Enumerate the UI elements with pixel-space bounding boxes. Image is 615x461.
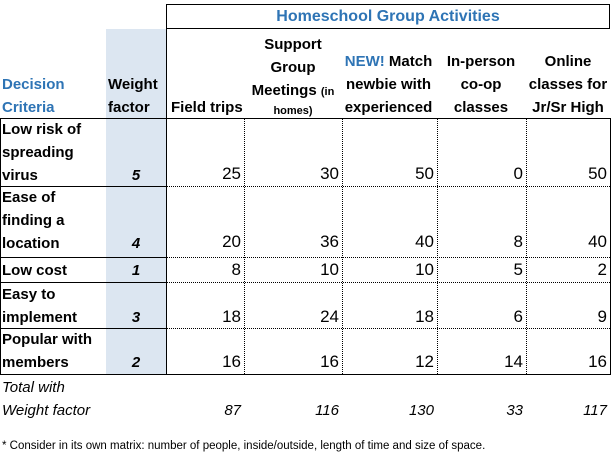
row1-criteria-line1: Low risk of [2, 121, 82, 138]
footnote: * Consider in its own matrix: number of people, inside/outside, length of time and size of space. [2, 440, 486, 452]
row1-criteria-line2: spreading [2, 144, 74, 161]
header-support-line3 [244, 79, 342, 104]
row3-weight: 1 [131, 262, 141, 279]
row5-support: 16 [320, 352, 339, 371]
row2-weight: 4 [131, 235, 141, 252]
row3-criteria [2, 259, 106, 282]
row5-criteria [2, 328, 106, 374]
total-support: 116 [315, 402, 339, 419]
row2-online: 40 [588, 232, 607, 251]
header-support-line1: Support [264, 36, 322, 53]
grid-line [0, 118, 1, 374]
header-field-trips: Field trips [171, 99, 243, 116]
grid-line [0, 186, 166, 187]
row2-criteria-line2: finding a [2, 212, 65, 229]
header-online [526, 50, 610, 119]
row4-weight: 3 [131, 309, 141, 326]
row4-field-trips: 18 [222, 307, 241, 326]
row2-match: 40 [415, 232, 434, 251]
grid-line [166, 29, 167, 374]
grid-line [342, 118, 343, 374]
header-coop-line2: co-op [460, 76, 502, 93]
header-match-word: Match [384, 53, 433, 70]
row4-support: 24 [320, 307, 339, 326]
grid-line [0, 257, 166, 258]
header-match-line1 [342, 50, 435, 73]
row5-weight: 2 [131, 354, 141, 371]
row5-criteria-line1: Popular with [2, 331, 92, 348]
row5-criteria-line2: members [2, 354, 69, 371]
total-coop: 33 [506, 402, 523, 419]
new-badge: NEW! [344, 53, 385, 70]
row1-support: 30 [320, 164, 339, 183]
total-match: 130 [408, 402, 434, 419]
header-support-meetings: Meetings [251, 82, 317, 99]
row5-coop: 14 [504, 352, 523, 371]
header-match-line2: newbie with [345, 76, 431, 93]
row1-online: 50 [588, 164, 607, 183]
grid-line [610, 118, 611, 374]
header-coop-line1: In-person [446, 53, 516, 70]
grid-line [166, 282, 610, 283]
row2-coop: 8 [513, 232, 523, 251]
row1-criteria [2, 118, 106, 187]
header-coop [437, 50, 525, 119]
row2-criteria-line3: location [2, 235, 60, 252]
header-weight-factor [108, 73, 166, 119]
row2-criteria [2, 186, 106, 255]
row3-match: 10 [415, 260, 434, 279]
header-online-line1: Online [544, 53, 592, 70]
grid-line [166, 257, 610, 258]
grid-line [166, 186, 610, 187]
header-support-note-a: (in [320, 86, 335, 98]
row1-weight: 5 [131, 167, 141, 184]
row5-online: 16 [588, 352, 607, 371]
header-criteria-line2: Criteria [2, 99, 55, 116]
row4-criteria-line1: Easy to [2, 286, 56, 303]
header-match-newbie [342, 50, 435, 119]
header-support-line2: Group [270, 59, 316, 76]
row4-coop: 6 [513, 307, 523, 326]
header-decision-criteria [2, 73, 106, 119]
grid-line [437, 118, 438, 374]
row4-match: 18 [415, 307, 434, 326]
row5-match: 12 [415, 352, 434, 371]
grid-line [166, 328, 610, 329]
row2-field-trips: 20 [222, 232, 241, 251]
row4-online: 9 [597, 307, 607, 326]
row2-criteria-line1: Ease of [2, 189, 56, 206]
row1-criteria-line3: virus [2, 167, 38, 184]
header-weight-line2: factor [108, 99, 150, 116]
total-label-line1: Total with [2, 379, 65, 396]
header-support-group [244, 33, 342, 118]
row3-online: 2 [597, 260, 607, 279]
header-online-line3: Jr/Sr High [532, 99, 604, 116]
row2-support: 36 [320, 232, 339, 251]
grid-line [0, 328, 166, 329]
row3-support: 10 [320, 260, 339, 279]
grid-line [244, 118, 245, 374]
grid-line [0, 282, 166, 283]
row4-criteria [2, 283, 106, 329]
header-criteria-line1: Decision [2, 76, 65, 93]
row3-field-trips: 8 [231, 260, 241, 279]
row4-criteria-line2: implement [2, 309, 78, 326]
grid-line [0, 374, 611, 375]
matrix-title: Homeschool Group Activities [166, 4, 610, 29]
row1-field-trips: 25 [222, 164, 241, 183]
total-field-trips: 87 [224, 402, 241, 419]
row1-match: 50 [415, 164, 434, 183]
header-match-line3: experienced [344, 99, 433, 116]
grid-line [526, 118, 527, 374]
total-online: 117 [583, 402, 607, 419]
total-label [2, 376, 112, 422]
row3-coop: 5 [513, 260, 523, 279]
row1-coop: 0 [513, 164, 523, 183]
header-weight-line1: Weight [108, 76, 158, 93]
row5-field-trips: 16 [222, 352, 241, 371]
header-support-note-b: homes) [273, 105, 313, 117]
total-label-line2: Weight factor [2, 402, 91, 419]
header-coop-line3: classes [453, 99, 509, 116]
grid-line [0, 118, 611, 119]
row3-criteria-line1: Low cost [2, 262, 68, 279]
header-online-line2: classes for [528, 76, 608, 93]
